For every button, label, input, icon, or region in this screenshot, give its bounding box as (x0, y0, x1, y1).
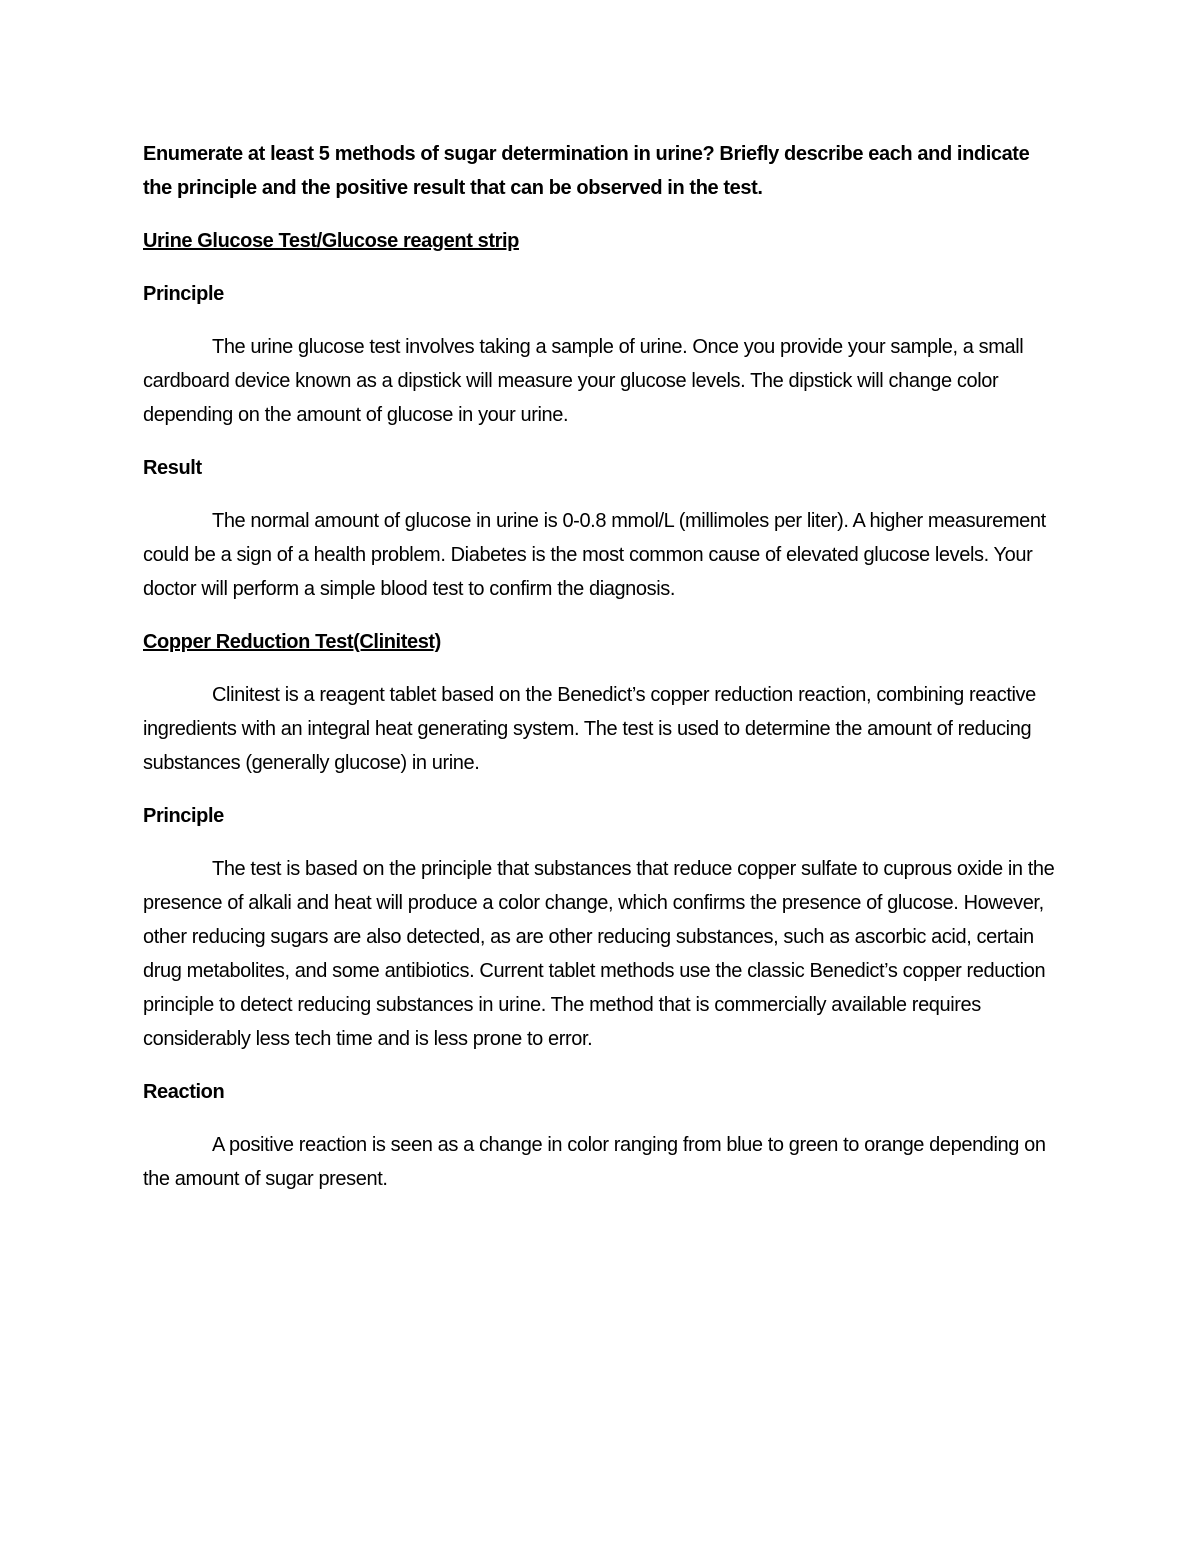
subheading-reaction-copper-reduction: Reaction (143, 1081, 225, 1103)
paragraph-copper-reduction-reaction: A positive reaction is seen as a change in color ranging from blue to green to orange depending on the amount of sugar present. (143, 1134, 1046, 1190)
subheading-principle-copper-reduction: Principle (143, 805, 224, 827)
paragraph-urine-glucose-principle: The urine glucose test involves taking a sample of urine. Once you provide your sample, a small cardboard device known as a dipstick will measure your glucose levels. The dipstick will change color depending on the amount of glucose in your urine. (143, 336, 1024, 426)
subheading-result-urine-glucose: Result (143, 457, 202, 479)
section-heading-copper-reduction-test: Copper Reduction Test(Clinitest) (143, 631, 441, 653)
paragraph-copper-reduction-principle: The test is based on the principle that substances that reduce copper sulfate to cuprous oxide in the presence of alkali and heat will produce a color change, which confirms the presence of glucose. However, other reducing sugars are also detected, as are other reducing substances, such as ascorbic acid, certain drug metabolites, and some antibiotics. Current tablet methods use the classic Benedict’s copper reduction principle to detect reducing substances in urine. The method that is commercially available requires considerably less tech time and is less prone to error. (143, 858, 1055, 1050)
paragraph-urine-glucose-result: The normal amount of glucose in urine is 0-0.8 mmol/L (millimoles per liter). A higher measurement could be a sign of a health problem. Diabetes is the most common cause of elevated glucose levels. Your doctor will perform a simple blood test to confirm the diagnosis. (143, 510, 1046, 600)
question-paragraph: Enumerate at least 5 methods of sugar determination in urine? Briefly describe each and indicate the principle and the positive result that can be observed in the test. (143, 143, 1030, 199)
section-heading-urine-glucose-test: Urine Glucose Test/Glucose reagent strip (143, 230, 519, 252)
subheading-principle-urine-glucose: Principle (143, 283, 224, 305)
paragraph-copper-reduction-intro: Clinitest is a reagent tablet based on the Benedict’s copper reduction reaction, combining reactive ingredients with an integral heat generating system. The test is used to determine the amount of reducing substances (generally glucose) in urine. (143, 684, 1036, 774)
document-content (143, 137, 1058, 1215)
